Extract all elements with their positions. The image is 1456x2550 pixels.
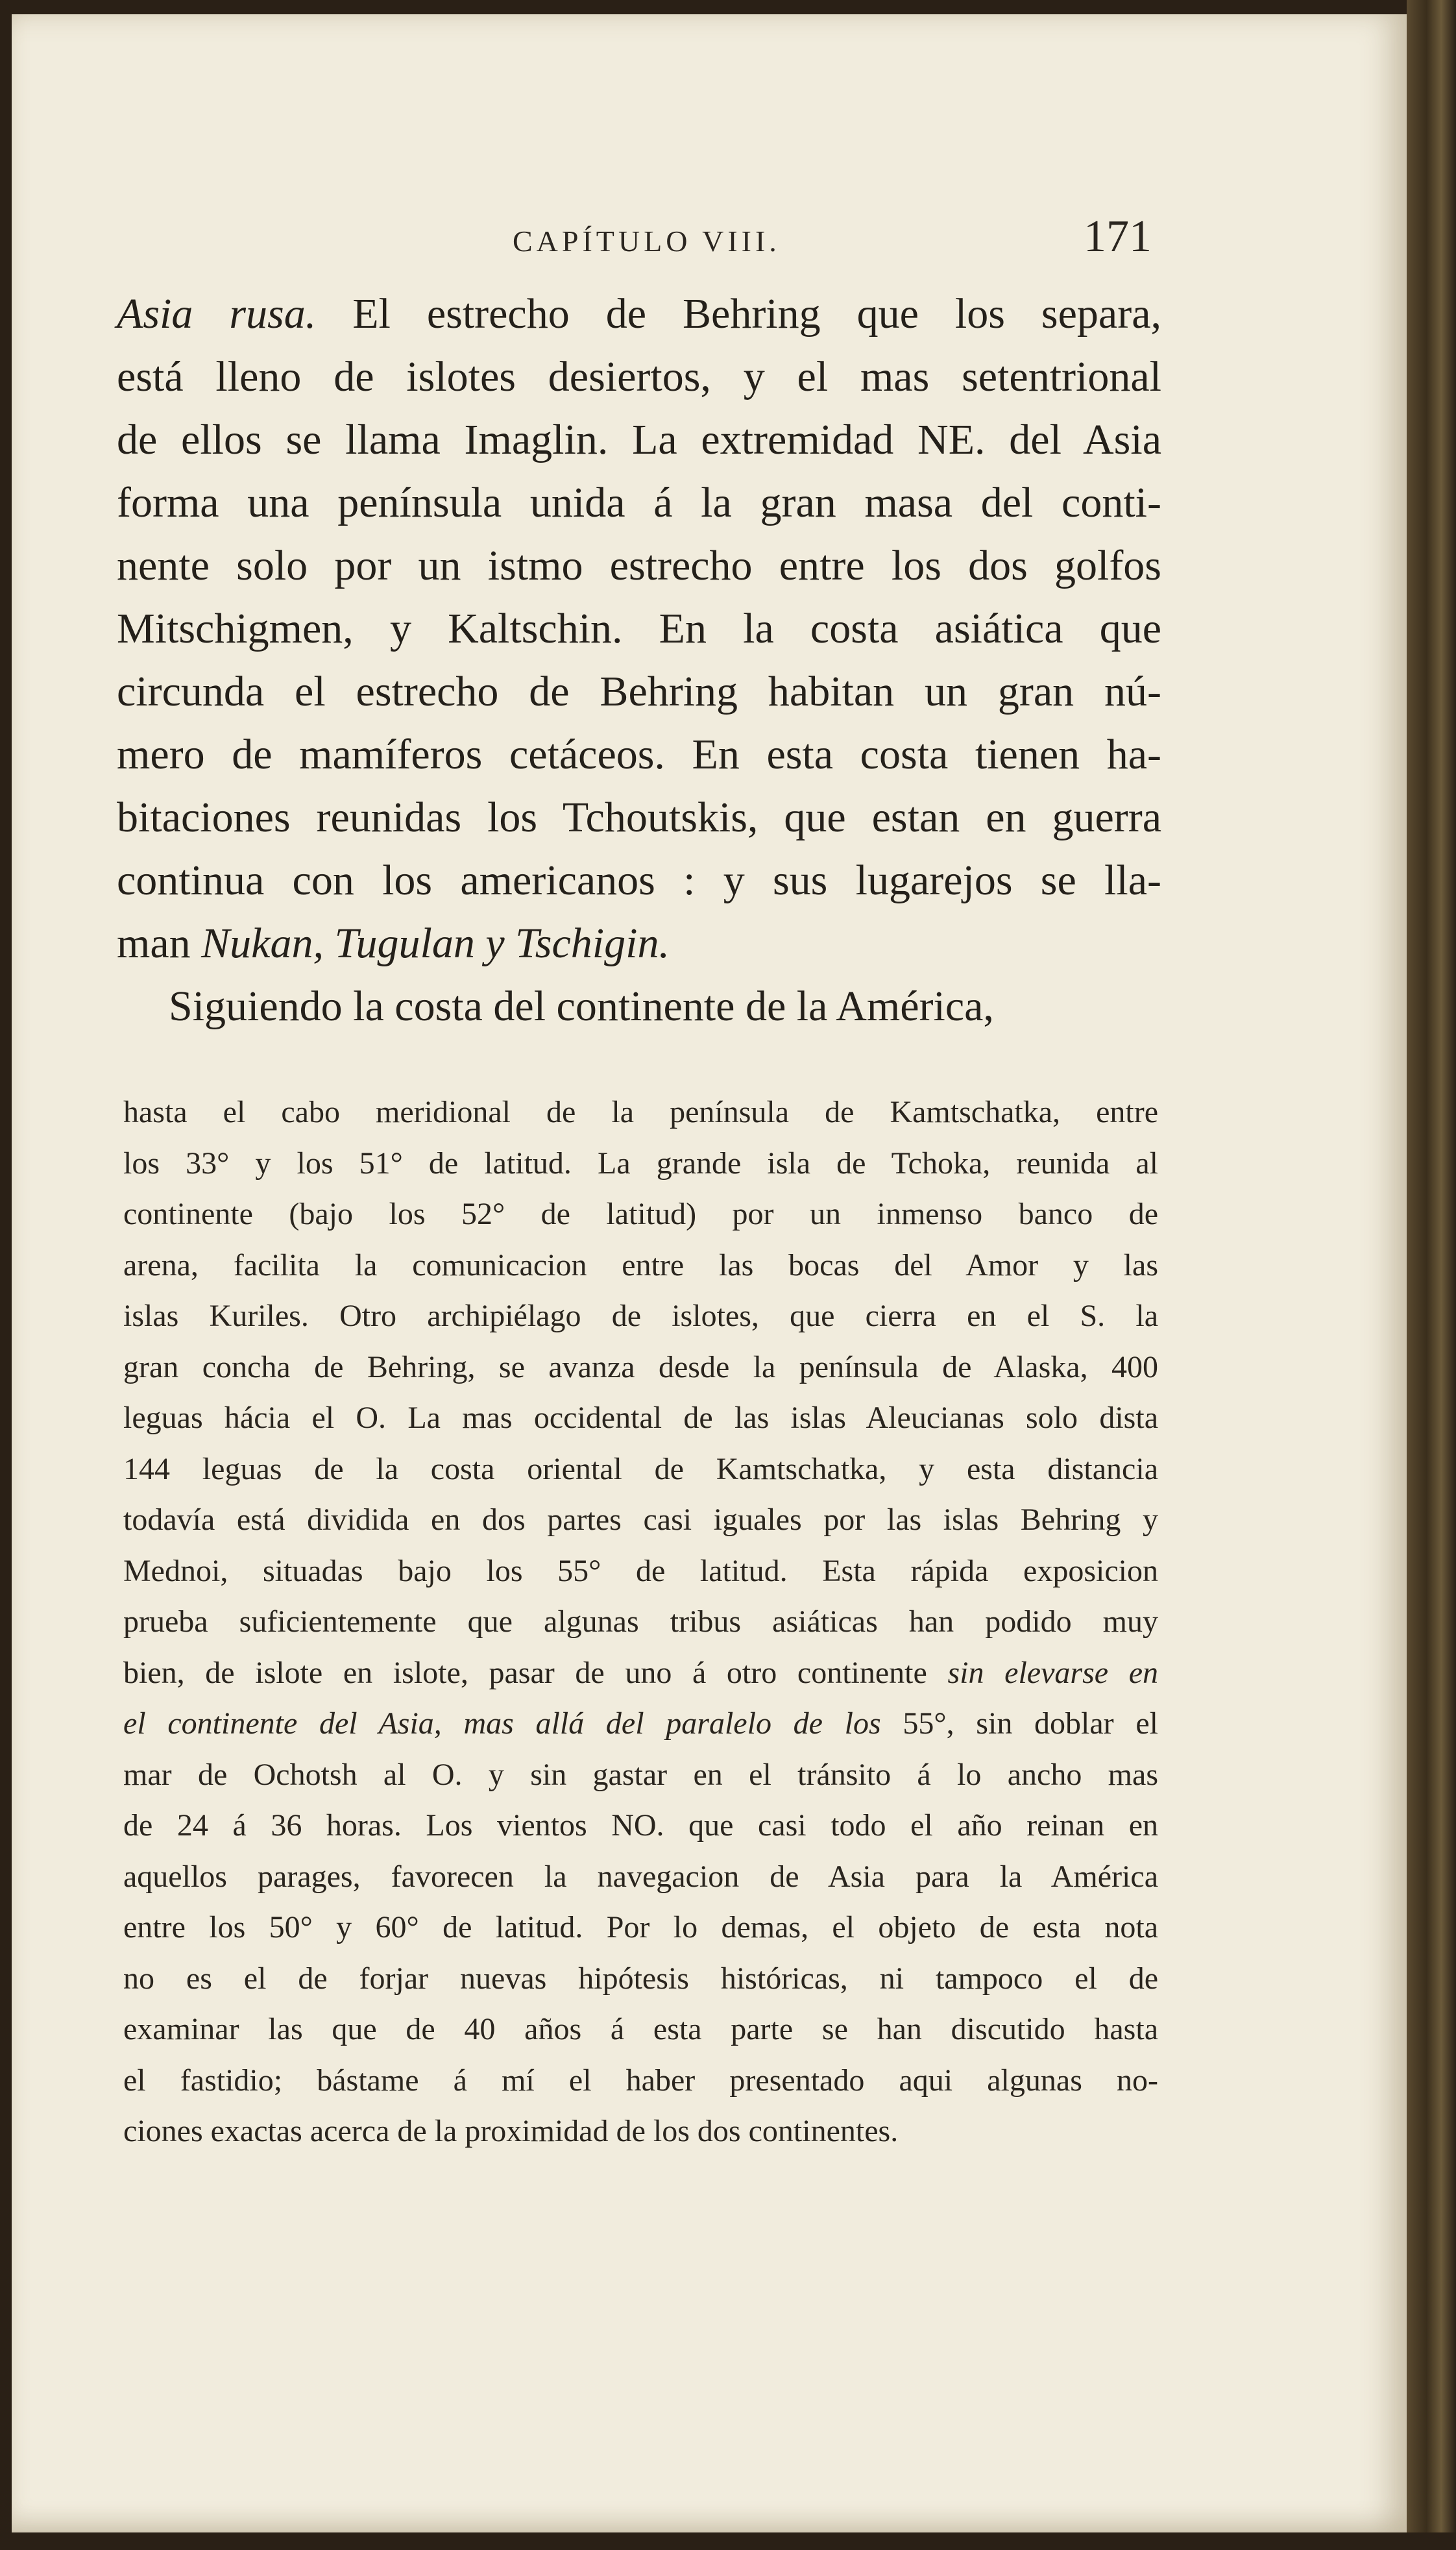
footnote-text bbox=[123, 1087, 1158, 2157]
note-text-span: Mednoi, situadas bajo los 55° de latitud. Esta rápida exposicion bbox=[123, 1553, 1158, 1588]
body-line bbox=[117, 597, 1161, 660]
note-line bbox=[123, 1698, 1158, 1750]
note-text-span: islas Kuriles. Otro archipiélago de islotes, que cierra en el S. la bbox=[123, 1299, 1158, 1333]
note-line bbox=[123, 1087, 1158, 1138]
body-text-span: Nukan, Tugulan y Tschigin. bbox=[201, 920, 670, 967]
note-text-span: arena, facilita la comunicacion entre las bocas del Amor y las bbox=[123, 1247, 1158, 1282]
body-line bbox=[117, 660, 1161, 723]
page-number: 171 bbox=[1084, 212, 1152, 262]
body-line bbox=[117, 786, 1161, 849]
note-line bbox=[123, 1852, 1158, 1903]
note-line bbox=[123, 1393, 1158, 1444]
body-text-span: continua con los americanos : y sus lugarejos se lla- bbox=[117, 857, 1161, 904]
note-line bbox=[123, 1291, 1158, 1342]
note-text-span: examinar las que de 40 años á esta parte se han discutido hasta bbox=[123, 2012, 1158, 2046]
body-text-span: nente solo por un istmo estrecho entre los dos golfos bbox=[117, 542, 1161, 589]
note-text-span: leguas hácia el O. La mas occidental de las islas Aleucianas solo dista bbox=[123, 1401, 1158, 1435]
note-text-span: entre los 50° y 60° de latitud. Por lo demas, el objeto de esta nota bbox=[123, 1910, 1158, 1944]
body-text-span: man bbox=[117, 920, 202, 967]
page-header bbox=[0, 211, 1395, 269]
main-body-text bbox=[117, 282, 1161, 1038]
body-line bbox=[117, 471, 1161, 534]
note-line bbox=[123, 1597, 1158, 1648]
note-text-span: de 24 á 36 horas. Los vientos NO. que casi todo el año reinan en bbox=[123, 1808, 1158, 1843]
note-text-span: 55°, sin doblar el bbox=[880, 1706, 1158, 1741]
note-text-span: el continente del Asia, mas allá del paralelo de los bbox=[123, 1706, 881, 1741]
body-text-span: circunda el estrecho de Behring habitan un gran nú- bbox=[117, 668, 1161, 715]
body-line bbox=[117, 534, 1161, 597]
note-line bbox=[123, 1189, 1158, 1240]
note-text-span: aquellos parages, favorecen la navegacion de Asia para la América bbox=[123, 1859, 1158, 1894]
body-line bbox=[117, 345, 1161, 408]
note-line bbox=[123, 1138, 1158, 1190]
note-text-span: los 33° y los 51° de latitud. La grande isla de Tchoka, reunida al bbox=[123, 1146, 1158, 1181]
note-text-span: mar de Ochotsh al O. y sin gastar en el tránsito á lo ancho mas bbox=[123, 1757, 1158, 1792]
note-text-span: gran concha de Behring, se avanza desde la península de Alaska, 400 bbox=[123, 1349, 1158, 1384]
note-text-span: hasta el cabo meridional de la península de Kamtschatka, entre bbox=[123, 1095, 1158, 1129]
note-line bbox=[123, 1800, 1158, 1852]
note-text-span: continente (bajo los 52° de latitud) por un inmenso banco de bbox=[123, 1197, 1158, 1231]
note-line bbox=[123, 1648, 1158, 1699]
body-text-span: El estrecho de Behring que los separa, bbox=[316, 290, 1161, 337]
body-text-span: Siguiendo la costa del continente de la América, bbox=[169, 983, 994, 1030]
body-text-span: bitaciones reunidas los Tchoutskis, que estan en guerra bbox=[117, 794, 1161, 841]
note-line bbox=[123, 1902, 1158, 1954]
note-line bbox=[123, 1954, 1158, 2005]
note-line bbox=[123, 1240, 1158, 1292]
note-text-span: prueba suficientemente que algunas tribus asiáticas han podido muy bbox=[123, 1604, 1158, 1639]
body-line bbox=[117, 408, 1161, 471]
note-line bbox=[123, 1444, 1158, 1495]
body-line bbox=[117, 849, 1161, 912]
page-edge bbox=[1407, 0, 1456, 2550]
note-line bbox=[123, 1750, 1158, 1801]
note-text-span: sin elevarse en bbox=[947, 1655, 1159, 1690]
note-text-span: el fastidio; bástame á mí el haber presentado aqui algunas no- bbox=[123, 2063, 1158, 2098]
body-line bbox=[117, 723, 1161, 786]
running-head: CAPÍTULO VIII. bbox=[513, 225, 781, 258]
note-line bbox=[123, 1546, 1158, 1597]
body-text-span: de ellos se llama Imaglin. La extremidad NE. del Asia bbox=[117, 416, 1161, 463]
note-line bbox=[123, 2055, 1158, 2107]
note-line bbox=[123, 2106, 1158, 2157]
note-line bbox=[123, 1342, 1158, 1393]
note-line bbox=[123, 2004, 1158, 2055]
note-text-span: 144 leguas de la costa oriental de Kamtschatka, y esta distancia bbox=[123, 1451, 1158, 1486]
body-text-span: Asia rusa. bbox=[117, 290, 317, 337]
note-text-span: ciones exactas acerca de la proximidad de los dos continentes. bbox=[123, 2114, 899, 2148]
note-text-span: no es el de forjar nuevas hipótesis históricas, ni tampoco el de bbox=[123, 1961, 1158, 1996]
body-text-span: mero de mamíferos cetáceos. En esta costa tienen ha- bbox=[117, 731, 1161, 778]
body-text-span: Mitschigmen, y Kaltschin. En la costa asiática que bbox=[117, 605, 1161, 652]
body-line bbox=[117, 282, 1161, 345]
body-line bbox=[117, 912, 1161, 975]
note-text-span: bien, de islote en islote, pasar de uno á otro continente bbox=[123, 1655, 948, 1690]
body-text-span: está lleno de islotes desiertos, y el mas setentrional bbox=[117, 353, 1161, 400]
note-text-span: todavía está dividida en dos partes casi iguales por las islas Behring y bbox=[123, 1502, 1158, 1537]
body-text-span: forma una península unida á la gran masa del conti- bbox=[117, 479, 1161, 526]
note-line bbox=[123, 1495, 1158, 1546]
page-bottom-edge bbox=[0, 2532, 1456, 2550]
body-line bbox=[117, 975, 1161, 1038]
